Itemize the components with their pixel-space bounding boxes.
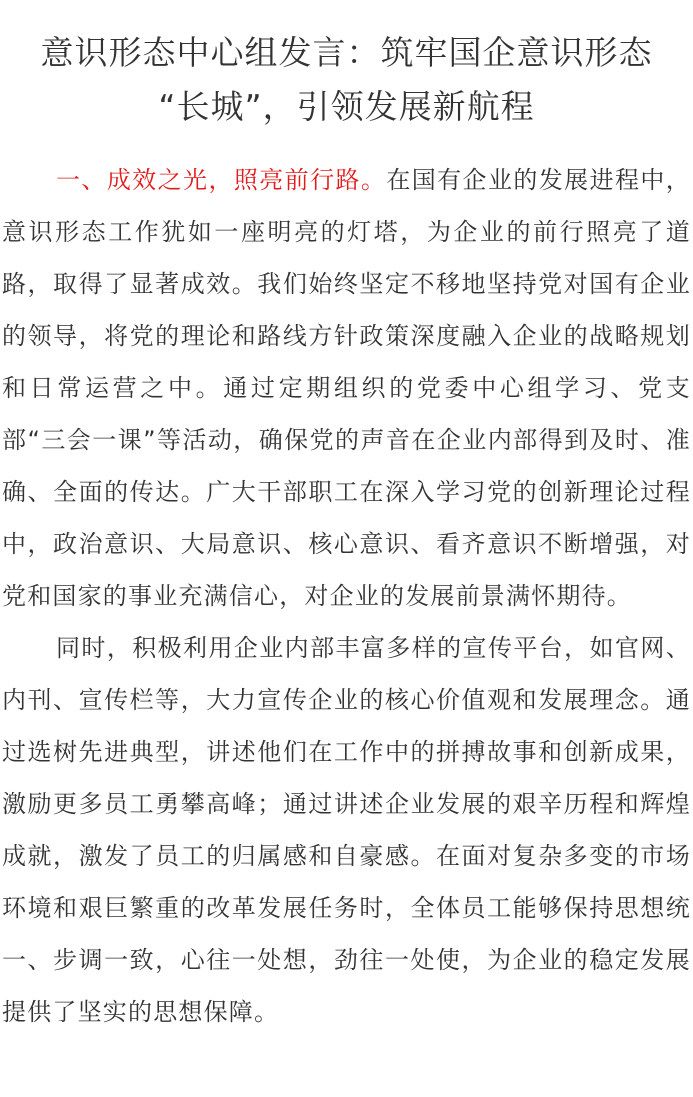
paragraph-2-text: 同时，积极利用企业内部丰富多样的宣传平台，如官网、内刊、宣传栏等，大力宣传企业的核心价值观和发展理念。通过选树先进典型，讲述他们在工作中的拼搏故事和创新成果，激励更多员工勇攀高峰；通过讲述企业发展的艰辛历程和辉煌成就，激发了员工的归属感和自豪感。在面对复杂多变的市场环境和艰巨繁重的改革发展任务时，全体员工能够保持思想统一、步调一致，心往一处想，劲往一处使，为企业的稳定发展提供了坚实的思想保障。 (2, 634, 691, 1026)
title-line-1: 意识形态中心组发言：筑牢国企意识形态 (40, 33, 653, 72)
paragraph-1-text: 在国有企业的发展进程中，意识形态工作犹如一座明亮的灯塔，为企业的前行照亮了道路，取得了显著成效。我们始终坚定不移地坚持党对国有企业的领导，将党的理论和路线方针政策深度融入企业的战略规划和日常运营之中。通过定期组织的党委中心组学习、党支部“三会一课”等活动，确保党的声音在企业内部得到及时、准确、全面的传达。广大干部职工在深入学习党的创新理论过程中，政治意识、大局意识、核心意识、看齐意识不断增强，对党和国家的事业充满信心，对企业的发展前景满怀期待。 (2, 166, 691, 610)
paragraph-1 (2, 154, 691, 622)
paragraph-2 (2, 622, 691, 1038)
article-body (0, 154, 693, 1038)
article-title (17, 26, 677, 134)
section-heading: 一、成效之光，照亮前行路。 (56, 166, 387, 194)
title-line-2: “长城”，引领发展新航程 (158, 87, 535, 126)
